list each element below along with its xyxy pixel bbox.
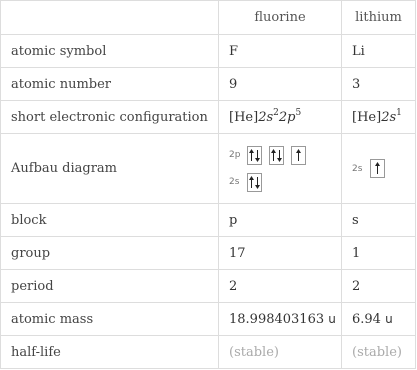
lithium-value: 2 bbox=[342, 270, 416, 303]
row-label: block bbox=[1, 204, 219, 237]
spin-up-arrow-icon bbox=[271, 149, 276, 162]
config-orbital: 2s bbox=[258, 109, 274, 125]
table-row bbox=[1, 101, 416, 134]
row-label: group bbox=[1, 237, 219, 270]
row-label: short electronic configuration bbox=[1, 101, 219, 134]
fluorine-value: F bbox=[219, 35, 342, 68]
spin-down-arrow-icon bbox=[255, 176, 260, 189]
orbital-box bbox=[370, 159, 385, 178]
table-row bbox=[1, 336, 416, 369]
config-superscript: 2 bbox=[273, 107, 279, 118]
fluorine-value: p bbox=[219, 204, 342, 237]
orbital-box bbox=[269, 146, 284, 165]
column-header-lithium: lithium bbox=[342, 1, 416, 35]
fluorine-value: 17 bbox=[219, 237, 342, 270]
fluorine-aufbau-diagram bbox=[219, 134, 342, 204]
orbital-box bbox=[247, 146, 262, 165]
fluorine-value: (stable) bbox=[219, 336, 342, 369]
config-core: [He] bbox=[229, 109, 259, 125]
row-label: Aufbau diagram bbox=[1, 134, 219, 204]
row-label: atomic number bbox=[1, 68, 219, 101]
row-label: atomic symbol bbox=[1, 35, 219, 68]
mass-unit: u bbox=[385, 311, 393, 326]
lithium-configuration bbox=[342, 101, 416, 134]
mass-value: 6.94 bbox=[352, 311, 381, 327]
table-row bbox=[1, 35, 416, 68]
fluorine-configuration bbox=[219, 101, 342, 134]
table-row bbox=[1, 303, 416, 336]
spin-up-arrow-icon bbox=[296, 149, 301, 162]
aufbau-shell bbox=[352, 159, 405, 178]
spin-down-arrow-icon bbox=[255, 149, 260, 162]
table-row bbox=[1, 270, 416, 303]
config-orbital: 2p bbox=[278, 109, 296, 125]
lithium-value: Li bbox=[342, 35, 416, 68]
row-label: period bbox=[1, 270, 219, 303]
table-row bbox=[1, 68, 416, 101]
lithium-value: (stable) bbox=[342, 336, 416, 369]
header-row bbox=[1, 1, 416, 35]
config-core: [He] bbox=[352, 109, 382, 125]
corner-cell bbox=[1, 1, 219, 35]
lithium-value: s bbox=[342, 204, 416, 237]
mass-value: 18.998403163 bbox=[229, 311, 325, 327]
column-header-fluorine: fluorine bbox=[219, 1, 342, 35]
fluorine-value: 2 bbox=[219, 270, 342, 303]
aufbau-orbital-label: 2p bbox=[229, 150, 241, 160]
spin-down-arrow-icon bbox=[277, 149, 282, 162]
aufbau-orbital-label: 2s bbox=[229, 177, 240, 187]
mass-unit: u bbox=[328, 311, 336, 326]
table-row bbox=[1, 204, 416, 237]
lithium-atomic-mass bbox=[342, 303, 416, 336]
config-superscript: 5 bbox=[295, 107, 302, 118]
table-row bbox=[1, 134, 416, 204]
orbital-box bbox=[247, 173, 262, 192]
aufbau-shell bbox=[229, 146, 331, 165]
lithium-value: 3 bbox=[342, 68, 416, 101]
lithium-value: 1 bbox=[342, 237, 416, 270]
orbital-box bbox=[291, 146, 306, 165]
spin-up-arrow-icon bbox=[375, 162, 380, 175]
row-label: atomic mass bbox=[1, 303, 219, 336]
config-superscript: 1 bbox=[396, 107, 402, 118]
table-row bbox=[1, 237, 416, 270]
aufbau-orbital-label: 2s bbox=[352, 163, 363, 174]
row-label: half-life bbox=[1, 336, 219, 369]
config-orbital: 2s bbox=[381, 109, 397, 125]
fluorine-atomic-mass bbox=[219, 303, 342, 336]
spin-up-arrow-icon bbox=[249, 149, 254, 162]
fluorine-value: 9 bbox=[219, 68, 342, 101]
lithium-aufbau-diagram bbox=[342, 134, 416, 204]
spin-up-arrow-icon bbox=[249, 176, 254, 189]
aufbau-shell bbox=[229, 173, 331, 192]
